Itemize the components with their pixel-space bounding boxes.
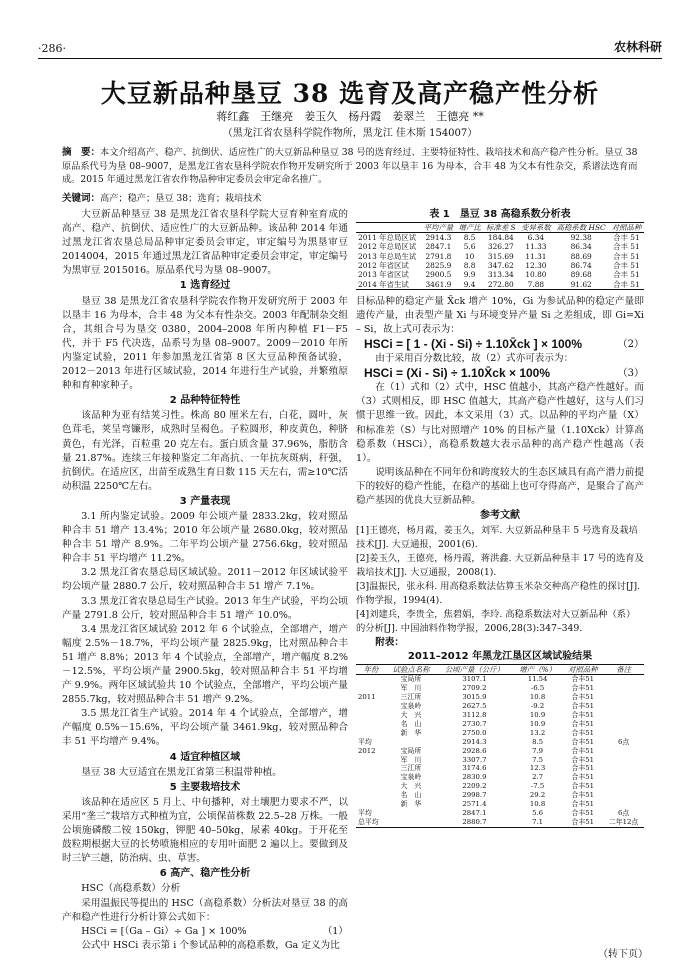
table-cell: 8.8 <box>463 260 476 270</box>
table-cell: 7.1 <box>532 817 544 826</box>
article-authors: 蒋红鑫 王继亮 姜玉久 杨丹霞 姜翠兰 王德亮 ** <box>216 110 484 123</box>
table-row <box>356 270 644 279</box>
keywords-text: 高产；稳产；垦豆 38；选育；栽培技术 <box>100 193 262 204</box>
table-cell: 名 山 <box>400 719 422 728</box>
table-cell: 86.74 <box>570 260 592 270</box>
table-cell: 新 华 <box>400 728 422 737</box>
table-cell: 合丰51 <box>571 684 595 693</box>
table-cell <box>356 791 386 800</box>
section-3-3: 3.3 黑龙江省农垦总局生产试验。2013 年生产试验，平均公顷产量 2791.8 公斤，较对照品种合丰 51 增产 10.0%。 <box>62 595 348 621</box>
table-cell: 合丰51 <box>571 719 595 728</box>
right-paragraph-2: 由于采用百分数比较，故（2）式亦可表示为： <box>375 353 574 365</box>
table-row <box>356 738 644 747</box>
table-cell: 13.2 <box>529 728 546 737</box>
table-row <box>356 782 644 791</box>
table-cell: 3112.8 <box>462 711 487 719</box>
table-cell: 2914.3 <box>425 233 452 243</box>
table-cell: 2014 年省生试 <box>358 279 409 289</box>
table-cell: 10.80 <box>525 270 547 280</box>
table-row <box>356 233 644 243</box>
table-cell <box>603 791 644 800</box>
table-cell: 91.62 <box>570 279 592 289</box>
table-cell: 新 华 <box>400 800 422 809</box>
table-cell: 大 兴 <box>400 711 422 719</box>
article-affiliation: （黑龙江省农垦科学院作物所，黑龙江 佳木斯 154007） <box>222 128 478 139</box>
table-cell: 2825.9 <box>425 260 452 270</box>
table-row <box>356 747 644 756</box>
abstract-text: 本文介绍高产、稳产、抗倒伏、适应性广的大豆新品种垦豆 38 号的选育经过、主要特征特性、栽培技术和高产稳产性分析。垦豆 38 原品系代号为垦 08–9007，是黑龙江省农垦科学院农作物开发研究所于 2003 年以垦丰 16 为母本，合丰 48 为父本有性杂交，系谱法选育而成。2015 年通过黑龙江省农作物品种审定委员会审定命名推广。 <box>62 147 638 185</box>
table-cell: 10.9 <box>529 711 546 719</box>
table-cell: 3015.9 <box>462 693 487 702</box>
formula-1-after: 公式中 HSCi 表示第 i 个参试品种的高稳系数，Ga 定义为比 <box>81 939 340 951</box>
left-column <box>62 208 348 953</box>
table-row <box>356 756 644 765</box>
section-3-heading: 3 产量表现 <box>179 495 231 507</box>
table-cell: 合丰 51 <box>613 270 640 280</box>
table-cell: 2830.9 <box>462 773 487 782</box>
table-header-cell: 增产比 <box>458 223 481 233</box>
formula-1-number: （1） <box>322 925 348 937</box>
table-cell: 272.80 <box>487 279 514 289</box>
table-cell: 合丰51 <box>571 817 595 826</box>
table-cell: 11.31 <box>525 251 547 261</box>
table-cell: 11.33 <box>525 242 547 252</box>
table-cell: 12.3 <box>529 764 546 773</box>
formula-3 <box>364 366 644 381</box>
table-1-title: 表 1 垦豆 38 高稳系数分析表 <box>429 209 571 220</box>
section-4-heading: 4 适宜种植区域 <box>169 751 241 763</box>
table-cell: 8.5 <box>463 233 476 243</box>
table-2-title: 2011–2012 年黑龙江垦区区域试验结果 <box>407 651 593 663</box>
table-cell: 3461.9 <box>425 279 452 289</box>
page-number: ·286· <box>38 42 66 55</box>
table-cell: 2013 年省区试 <box>358 270 409 280</box>
table-cell: 6点 <box>617 737 630 746</box>
table-cell: 2880.7 <box>462 817 487 826</box>
table-cell: 12.30 <box>525 260 547 270</box>
keywords <box>62 190 642 204</box>
table-row <box>356 773 644 782</box>
table-cell: 86.34 <box>570 242 592 252</box>
table-cell: 平均 <box>358 737 372 746</box>
table-cell <box>386 818 436 827</box>
table-header-cell: 增产（%） <box>519 665 556 675</box>
formula-2-number: （2） <box>617 339 644 351</box>
table-cell: 军 川 <box>400 755 422 764</box>
table-cell: 2571.4 <box>462 800 487 809</box>
table-cell: 合丰51 <box>571 728 595 737</box>
table-row <box>356 675 644 684</box>
table-cell: -9.2 <box>530 702 545 711</box>
section-6-text: 采用温振民等提出的 HSC（高稳系数）分析法对垦豆 38 的高产和稳产性进行分析计算公式如下： <box>62 897 348 923</box>
table-cell <box>603 729 644 738</box>
table-cell: 3307.7 <box>462 755 487 764</box>
section-6-subheading: HSC（高稳系数）分析 <box>81 883 181 895</box>
table-cell: 6点 <box>617 808 630 817</box>
reference-item: [4]刘建兵，李贵全，焦碧娟，李玲. 高稳系数法对大豆新品种（系）的分析[J]. 中国油料作物学报，2006,28(3):347–349. <box>356 609 636 635</box>
section-4-text: 垦豆 38 大豆适宜在黑龙江省第三积温带种植。 <box>81 766 282 778</box>
formula-2 <box>364 337 644 352</box>
section-3-5: 3.5 黑龙江省生产试验。2014 年 4 个试验点，全部增产，增产幅度 0.5%－15.6%，平均公顷产量 3461.9kg，较对照品种合丰 51 平均增产 9.4%。 <box>62 708 348 748</box>
table-cell: 6.34 <box>527 233 545 243</box>
section-2-text: 该品种为亚有结荚习性。株高 80 厘米左右，白花，圆叶，灰色茸毛，荚呈弯镰形，成熟时呈褐色。子粒圆形，种皮黄色，种脐黄色，有光泽，百粒重 20 克左右。蛋白质含量 37.96%，脂肪含量 21.87%。连续三年接种鉴定二年高抗、一年抗灰斑病，秆强，抗倒伏。在适应区，出苗至成熟生育日数 115 天左右，需≥10℃活动积温 2250℃左右。 <box>62 410 348 492</box>
formula-2-text: HSCi = [ 1 - (Xi - Si) ÷ 1.10X̄ck ] × 100% <box>364 337 583 352</box>
reference-item: [2]姜玉久，王德亮，杨丹霞，蒋洪鑫. 大豆新品种垦丰 17 号的选育及栽培技术[J]. 大豆通报，2008(1). <box>356 553 644 579</box>
table-cell: 8.5 <box>532 737 544 746</box>
table-cell: 7.88 <box>527 279 545 289</box>
table-header-cell: 年份 <box>363 665 379 675</box>
section-2-heading: 2 品种特征特性 <box>169 395 241 407</box>
section-3-2: 3.2 黑龙江省农垦总局区域试验。2011－2012 年区域试验平均公顷产量 2880.7 公斤，较对照品种合丰 51 增产 7.1%。 <box>62 567 348 593</box>
table-cell: 184.84 <box>487 233 514 243</box>
table-cell: 10 <box>464 251 475 261</box>
table-cell: 326.27 <box>487 242 514 252</box>
table-cell: 3174.6 <box>462 764 487 773</box>
table-cell <box>356 800 386 809</box>
table-cell: 2847.1 <box>462 808 487 817</box>
table-2-header-row <box>356 665 644 675</box>
section-3-4: 3.4 黑龙江省区域试验 2012 年 6 个试验点，全部增产，增产幅度 2.5%－18.7%，平均公顷产量 2825.9kg，比对照品种合丰 51 增产 8.8%；2013 年 4 个试验点，全部增产，增产幅度 8.2%－12.5%，平均公顷产量 2900.5kg，较对照品种合丰 51 平均增产 9.9%。两年区域试验共 10 个试验点，全部增产，平均公顷产量 2855.7kg，较对照品种合丰 51 增产 9.2%。 <box>62 623 348 706</box>
table-cell: 三江所 <box>400 693 422 702</box>
table-cell: 5.6 <box>532 808 544 817</box>
table-cell <box>356 782 386 791</box>
journal-name: 农林科研 <box>613 40 662 54</box>
table-cell: 7.5 <box>532 755 544 764</box>
table-header-cell: 高稳系数 HSC <box>556 223 606 233</box>
table-cell <box>603 711 644 720</box>
table-cell: 总平均 <box>358 817 379 826</box>
table-row <box>356 800 644 809</box>
table-1-header-row <box>356 223 644 233</box>
reference-item: [1]王德亮，杨月霞，姜玉久，刘军. 大豆新品种垦丰 5 号选育及栽培技术[J]. 大豆通报，2001(6). <box>356 525 638 551</box>
table-row <box>356 809 644 818</box>
table-cell: 合丰 51 <box>613 279 640 289</box>
table-cell <box>386 809 436 818</box>
article-title: 大豆新品种垦豆 38 选育及高产稳产性分析 <box>100 79 600 108</box>
table-cell: 2012 <box>358 746 376 755</box>
table-cell: 2013 年总局生试 <box>358 251 417 261</box>
table-cell: 2012 年省区试 <box>358 260 409 270</box>
right-column <box>356 208 644 828</box>
formula-1-text: HSCi = [（Ga – Gi）÷ Ga ] × 100% <box>81 925 247 937</box>
table-cell: 合丰51 <box>571 764 595 773</box>
table-1 <box>356 222 644 290</box>
table-cell: 2750.0 <box>462 728 487 737</box>
table-cell: 平均 <box>358 808 372 817</box>
right-paragraph-3: 在（1）式和（2）式中，HSC 值越小，其高产稳产性越好。而（3）式则相反，即 HSC 值越大，其高产稳产性越好，这与人们习惯于思维一致。因此，本文采用（3）式。以品种的平均产量（X）和标准差（S）与比对照增产 10% 的目标产量（1.10Xck）计算高稳系数（HSCi），高稳系数越大表示品种的高产稳产性越高（表 1）。 <box>356 382 644 464</box>
table-cell: 11.54 <box>527 675 548 684</box>
table-cell <box>356 675 386 684</box>
table-cell: 88.69 <box>570 251 592 261</box>
table-cell: 宝局所 <box>400 675 422 684</box>
table-cell: 合丰51 <box>571 711 595 719</box>
table-row <box>356 242 644 251</box>
table-cell <box>603 756 644 765</box>
table-cell <box>603 747 644 756</box>
table-cell <box>356 773 386 782</box>
table-cell: 合丰51 <box>571 791 595 800</box>
table-cell <box>603 773 644 782</box>
table-cell: 合丰 51 <box>613 251 640 261</box>
table-cell: 合丰51 <box>571 808 595 817</box>
table-row <box>356 280 644 290</box>
table-row <box>356 818 644 827</box>
table-row <box>356 702 644 711</box>
table-cell: 宝泉岭 <box>400 773 422 782</box>
section-5-heading: 5 主要栽培技术 <box>169 781 241 793</box>
table-row <box>356 764 644 773</box>
formula-3-number: （3） <box>617 368 644 380</box>
table-cell: 89.68 <box>570 270 592 280</box>
section-6-heading: 6 高产、稳产性分析 <box>159 868 251 880</box>
table-cell: 宝泉岭 <box>400 702 422 711</box>
table-row <box>356 720 644 729</box>
table-cell <box>356 711 386 720</box>
table-cell: 合丰 51 <box>613 242 640 252</box>
table-cell: 2791.8 <box>425 251 452 261</box>
table-cell: 大 兴 <box>400 782 422 791</box>
table-cell <box>603 684 644 693</box>
table-cell: 347.62 <box>487 260 514 270</box>
references-heading: 参考文献 <box>480 510 520 522</box>
table-cell <box>356 756 386 765</box>
table-cell: 2011 <box>358 693 376 702</box>
table-cell: 合丰51 <box>571 737 595 746</box>
table-cell <box>603 720 644 729</box>
section-5-text: 该品种在适应区 5 月上、中旬播种，对土壤肥力要求不严，以采用“垄三”栽培方式种植为宜，公顷保苗株数 22.5–28 万株。一般公顷施磷酸二铵 150kg，钾肥 40–50kg，尿素 40kg。于开花至鼓粒期根据大豆的长势喷施相应的专用叶面肥 2 遍以上。要做到及时三铲三趟，防治病、虫、草害。 <box>62 796 348 865</box>
table-cell <box>356 729 386 738</box>
header-rule <box>38 58 662 59</box>
appendix-label: 附表： <box>375 637 404 649</box>
abstract <box>62 146 642 187</box>
table-2 <box>356 664 644 827</box>
table-header-cell: 对照品种 <box>567 665 598 675</box>
table-cell: 合丰51 <box>571 800 595 809</box>
table-header-cell: 公顷产量（公斤） <box>444 665 504 675</box>
keywords-label: 关键词： <box>62 193 101 204</box>
table-header-cell: 平均产量 <box>423 223 454 233</box>
table-cell: 三江所 <box>400 764 422 773</box>
intro-paragraph: 大豆新品种垦豆 38 是黑龙江省农垦科学院大豆育种室育成的高产、稳产、抗倒伏、适应性广的大豆新品种。该品种 2014 年通过黑龙江省农垦总局品种审定委员会审定，审定编号为黑垦审豆2014004，2015 年通过黑龙江省品种审定委员会审定，审定编号为黑审豆 2015016。原品系代号为垦 08–9007。 <box>62 209 348 277</box>
reference-item: [3]温振民，张永科. 用高稳系数法估算玉米杂交种高产稳性的探讨[J]. 作物学报，1994(4). <box>356 581 641 607</box>
table-cell: 合丰 51 <box>613 260 640 270</box>
table-header-cell: 对照品种 <box>611 223 642 233</box>
table-cell: 宝局所 <box>400 746 422 755</box>
table-cell: 2012 年总局区试 <box>358 242 417 252</box>
table-cell: 2627.5 <box>462 702 487 711</box>
table-row <box>356 252 644 261</box>
table-row <box>356 791 644 800</box>
table-cell: 10.8 <box>529 800 546 809</box>
table-cell: 5.6 <box>463 242 476 252</box>
table-cell: 2011 年总局区试 <box>358 233 417 243</box>
formula-3-text: HSCi = (Xi - Si) ÷ 1.10X̄ck × 100% <box>364 366 551 381</box>
abstract-label: 摘 要： <box>62 147 101 158</box>
table-cell <box>356 702 386 711</box>
table-cell: 2914.3 <box>462 737 487 746</box>
table-cell: 合丰51 <box>571 755 595 764</box>
table-cell: 10.8 <box>529 693 546 702</box>
table-cell: 合丰51 <box>571 702 595 711</box>
table-cell: 合丰51 <box>571 675 595 684</box>
table-cell: 10.9 <box>529 719 546 728</box>
table-row <box>356 684 644 693</box>
section-3-1: 3.1 所内鉴定试验。2009 年公顷产量 2833.2kg，较对照品种合丰 51 增产 13.4%；2010 年公顷产量 2680.0kg，较对照品种合丰 51 增产 8.9%。二年平均公顷产量 2756.6kg，较对照品种合丰 51 平均增产 11.2%。 <box>62 510 348 565</box>
formula-1 <box>62 925 348 939</box>
table-cell: 2928.6 <box>462 746 487 755</box>
right-paragraph-4: 说明该品种在不同年份和跨度较大的生态区域具有高产潜力前提下的较好的稳产性能，在稳产的基础上也可夺得高产，是聚合了高产稳产基因的优良大豆新品种。 <box>356 466 644 506</box>
table-header-cell: 试验点名称 <box>392 665 430 675</box>
table-header-cell: 备注 <box>616 665 631 675</box>
table-cell <box>603 675 644 684</box>
table-cell: 313.34 <box>487 270 514 280</box>
table-cell <box>603 693 644 702</box>
table-cell: 合丰51 <box>571 782 595 791</box>
table-cell <box>356 720 386 729</box>
table-cell <box>603 800 644 809</box>
table-cell: 合丰51 <box>571 693 595 702</box>
table-header-cell <box>356 223 421 233</box>
table-cell: 29.2 <box>529 791 546 800</box>
section-1-heading: 1 选育经过 <box>179 280 231 292</box>
table-cell: 2730.7 <box>462 719 487 728</box>
right-paragraph-1: 目标品种的稳定产量 X̄ck 增产 10%，Gi 为参试品种的稳定产量即遗传产量，由表型产量 Xi 与环境变异产量 Si 之差组成，即 Gi=Xi – Si，故上式可表示为： <box>356 295 644 336</box>
table-cell: 315.69 <box>487 251 514 261</box>
table-cell <box>603 764 644 773</box>
references-list <box>356 524 644 636</box>
table-cell <box>356 684 386 693</box>
table-cell <box>603 702 644 711</box>
table-cell: 3107.1 <box>462 675 487 684</box>
table-cell: 合丰51 <box>571 746 595 755</box>
table-cell: 92.38 <box>570 233 592 243</box>
table-cell: 名 山 <box>400 791 422 800</box>
continued-marker: （转下页） <box>598 949 648 960</box>
table-row <box>356 729 644 738</box>
table-cell: 9.9 <box>463 270 476 280</box>
table-row <box>356 261 644 270</box>
table-cell: 2209.2 <box>462 782 487 791</box>
table-cell: -6.5 <box>530 684 545 693</box>
table-row <box>356 711 644 720</box>
table-cell: -7.5 <box>530 782 545 791</box>
table-header-cell: 标准差 S <box>486 223 516 233</box>
section-1-text: 垦豆 38 是黑龙江省农垦科学院农作物开发研究所于 2003 年以垦丰 16 为母本，合丰 48 为父本有性杂交。2003 年配制杂交组合，其组合号为垦交 0380，2004–2008 年所内种植 F1－F5 代，并于 F5 代决选，品系号为垦 08–9007。2009－2010 年所内鉴定试验，2011 年参加黑龙江省第 8 区大豆品种预备试验，2012－2013 年进行区域试验，2014 年进行生产试验，并繁殖原种和育种家种子。 <box>62 295 348 392</box>
table-cell: 2709.2 <box>462 684 487 693</box>
table-cell <box>603 782 644 791</box>
table-cell: 军 川 <box>400 684 422 693</box>
table-cell: 7.9 <box>532 746 544 755</box>
table-cell: 2900.5 <box>425 270 452 280</box>
table-cell <box>356 764 386 773</box>
table-cell <box>386 738 436 747</box>
table-row <box>356 693 644 702</box>
table-cell: 合丰51 <box>571 773 595 782</box>
table-cell: 2.7 <box>532 773 544 782</box>
table-cell: 9.4 <box>463 279 476 289</box>
table-cell: 2998.7 <box>462 791 487 800</box>
table-cell: 二年12点 <box>608 817 639 826</box>
table-cell: 2847.1 <box>425 242 452 252</box>
table-cell: 合丰 51 <box>613 233 640 243</box>
table-header-cell: 变异系数 <box>521 223 551 233</box>
